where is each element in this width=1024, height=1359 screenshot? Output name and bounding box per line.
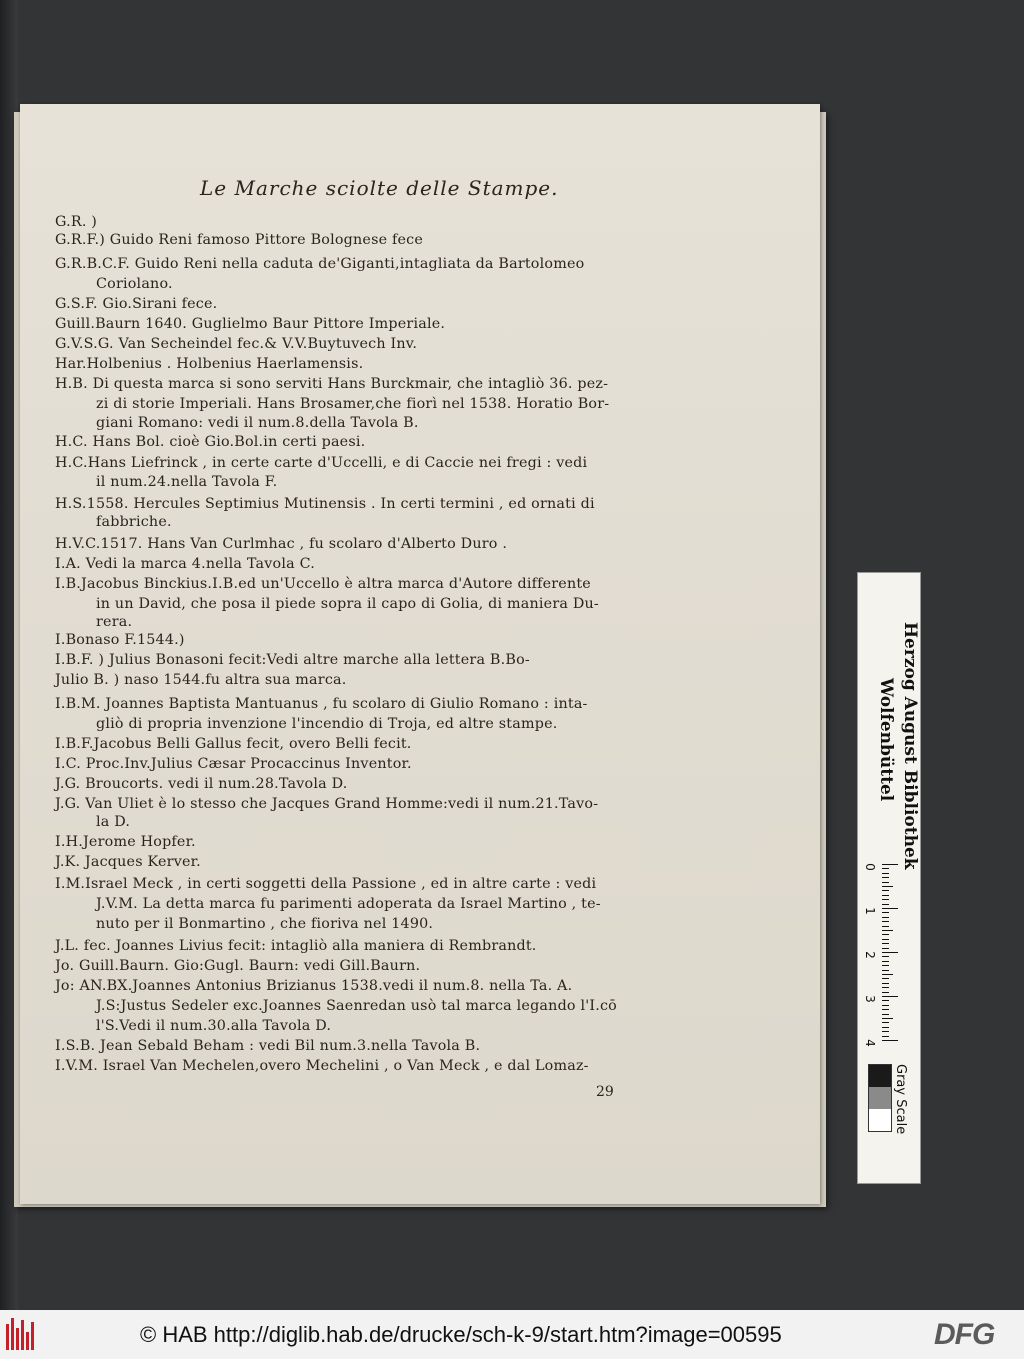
ruler-label [874, 622, 924, 870]
dfg-logo: DFG [934, 1318, 995, 1351]
ruler-tick [882, 956, 889, 957]
text-line: nuto per il Bonmartino , che fioriva nel 1490. [96, 916, 434, 932]
ruler-tick [882, 1031, 889, 1032]
text-line: zi di storie Imperiali. Hans Brosamer,che fiorì nel 1538. Horatio Bor- [96, 396, 610, 412]
text-line: l'S.Vedi il num.30.alla Tavola D. [96, 1018, 332, 1034]
ruler-tick [882, 864, 898, 865]
ruler-tick [882, 948, 889, 949]
text-line: I.C. Proc.Inv.Julius Cæsar Procaccinus Inventor. [55, 756, 412, 772]
text-line: I.M.Israel Meck , in certi soggetti della Passione , ed in altre carte : vedi [55, 876, 597, 892]
copyright-link[interactable]: © HAB http://diglib.hab.de/drucke/sch-k-9/start.htm?image=00595 [140, 1322, 782, 1347]
text-line: I.Bonaso F.1544.) [55, 632, 185, 648]
ruler-number: 0 [862, 863, 877, 871]
text-line: J.S:Justus Sedeler exc.Joannes Saenredan usò tal marca legando l'I.cō [96, 998, 617, 1014]
text-line: Guill.Baurn 1640. Guglielmo Baur Pittore Imperiale. [55, 316, 446, 332]
text-line: H.B. Di questa marca si sono serviti Hans Burckmair, che intagliò 36. pez- [55, 376, 609, 392]
text-line: J.G. Broucorts. vedi il num.28.Tavola D. [55, 776, 348, 792]
ruler-tick [882, 904, 889, 905]
ruler-tick [882, 1036, 889, 1037]
text-line: Har.Holbenius . Holbenius Haerlamensis. [55, 356, 364, 372]
text-line: giani Romano: vedi il num.8.della Tavola B. [96, 415, 419, 431]
ruler-number: 4 [862, 1039, 877, 1047]
text-line: Julio B. ) naso 1544.fu altra sua marca. [55, 672, 347, 688]
ruler-tick [882, 978, 889, 979]
text-line: J.G. Van Uliet è lo stesso che Jacques Grand Homme:vedi il num.21.Tavo- [55, 796, 599, 812]
text-line: H.C. Hans Bol. cioè Gio.Bol.in certi paesi. [55, 434, 366, 450]
ruler-title-line1: Herzog August Bibliothek [900, 622, 920, 870]
ruler-tick [882, 877, 889, 878]
text-line: G.R.B.C.F. Guido Reni nella caduta de'Giganti,intagliata da Bartolomeo [55, 256, 585, 272]
gray-scale-label: Gray Scale [893, 1064, 908, 1135]
ruler-number: 3 [862, 995, 877, 1003]
ruler-tick [882, 873, 889, 874]
ruler-tick [882, 1009, 889, 1010]
ruler-tick [882, 996, 898, 997]
text-line: I.S.B. Jean Sebald Beham : vedi Bil num.3.nella Tavola B. [55, 1038, 481, 1054]
ruler-number: 2 [862, 951, 877, 959]
text-line: fabbriche. [96, 514, 172, 530]
ruler-tick [882, 882, 889, 883]
text-line: in un David, che posa il piede sopra il capo di Golia, di maniera Du- [96, 596, 599, 612]
text-line: Coriolano. [96, 276, 173, 292]
text-line: I.B.F.Jacobus Belli Gallus fecit, overo Belli fecit. [55, 736, 412, 752]
ruler-tick [882, 926, 889, 927]
hab-logo-bar [6, 1324, 9, 1350]
ruler-tick [882, 965, 889, 966]
page-title: Le Marche sciolte delle Stampe. [200, 176, 559, 200]
text-line: G.R.F.) Guido Reni famoso Pittore Bolognese fece [55, 232, 424, 248]
ruler-tick [882, 890, 889, 891]
gray-swatch-dark [869, 1065, 891, 1087]
ruler-tick [882, 970, 889, 971]
text-line: il num.24.nella Tavola F. [96, 474, 278, 490]
ruler-tick [882, 939, 889, 940]
ruler-tick [882, 917, 889, 918]
ruler-tick [882, 934, 889, 935]
text-line: Jo. Guill.Baurn. Gio:Gugl. Baurn: vedi Gill.Baurn. [55, 958, 421, 974]
hab-logo-bar [11, 1318, 14, 1350]
ruler-title-line2: Wolfenbüttel [876, 678, 896, 802]
page-number: 29 [596, 1084, 614, 1100]
ruler-tick [882, 930, 893, 931]
text-line: G.R. ) [55, 214, 98, 230]
ruler-tick [882, 899, 889, 900]
text-line: la D. [96, 814, 131, 830]
ruler-tick [882, 1022, 889, 1023]
ruler-tick [882, 1014, 889, 1015]
hab-logo-bar [16, 1328, 19, 1350]
gray-swatch-light [869, 1109, 891, 1131]
ruler-tick [882, 952, 898, 953]
ruler-tick [882, 974, 893, 975]
text-line: J.V.M. La detta marca fu parimenti adoperata da Israel Martino , te- [96, 896, 601, 912]
ruler-tick [882, 992, 889, 993]
ruler-tick [882, 1005, 889, 1006]
hab-logo-bar [31, 1322, 34, 1350]
hab-logo-bar [26, 1332, 29, 1350]
text-line: rera. [96, 614, 133, 630]
ruler-tick [882, 1000, 889, 1001]
ruler-ticks [860, 860, 900, 1070]
ruler-tick [882, 908, 898, 909]
text-line: J.K. Jacques Kerver. [55, 854, 201, 870]
text-line: Jo: AN.BX.Joannes Antonius Brizianus 1538.vedi il num.8. nella Ta. A. [55, 978, 573, 994]
gray-scale-patch [868, 1064, 892, 1132]
ruler-tick [882, 961, 889, 962]
ruler-tick [882, 868, 889, 869]
gray-swatch-mid [869, 1087, 891, 1109]
text-line: G.V.S.G. Van Secheindel fec.& V.V.Buytuvech Inv. [55, 336, 418, 352]
ruler-tick [882, 1040, 898, 1041]
ruler-tick [882, 1018, 893, 1019]
text-line: I.A. Vedi la marca 4.nella Tavola C. [55, 556, 315, 572]
ruler-tick [882, 912, 889, 913]
ruler-tick [882, 987, 889, 988]
hab-logo-bar [21, 1320, 24, 1350]
text-line: H.C.Hans Liefrinck , in certe carte d'Uccelli, e di Caccie nei fregi : vedi [55, 455, 588, 471]
ruler-tick [882, 1027, 889, 1028]
text-line: I.B.F. ) Julius Bonasoni fecit:Vedi altre marche alla lettera B.Bo- [55, 652, 530, 668]
ruler-number: 1 [862, 907, 877, 915]
text-line: J.L. fec. Joannes Livius fecit: intagliò alla maniera di Rembrandt. [55, 938, 537, 954]
text-line: I.H.Jerome Hopfer. [55, 834, 196, 850]
hab-logo-icon [6, 1318, 38, 1350]
text-line: G.S.F. Gio.Sirani fece. [55, 296, 218, 312]
text-line: gliò di propria invenzione l'incendio di Troja, ed altre stampe. [96, 716, 558, 732]
text-line: I.V.M. Israel Van Mechelen,overo Mechelini , o Van Meck , e dal Lomaz- [55, 1058, 589, 1074]
text-line: H.S.1558. Hercules Septimius Mutinensis . In certi termini , ed ornati di [55, 496, 595, 512]
ruler-tick [882, 983, 889, 984]
ruler-tick [882, 895, 889, 896]
ruler-tick [882, 921, 889, 922]
text-line: I.B.Jacobus Binckius.I.B.ed un'Uccello è altra marca d'Autore differente [55, 576, 591, 592]
text-line: H.V.C.1517. Hans Van Curlmhac , fu scolaro d'Alberto Duro . [55, 536, 508, 552]
ruler-tick [882, 943, 889, 944]
text-line: I.B.M. Joannes Baptista Mantuanus , fu scolaro di Giulio Romano : inta- [55, 696, 588, 712]
ruler-tick [882, 886, 893, 887]
